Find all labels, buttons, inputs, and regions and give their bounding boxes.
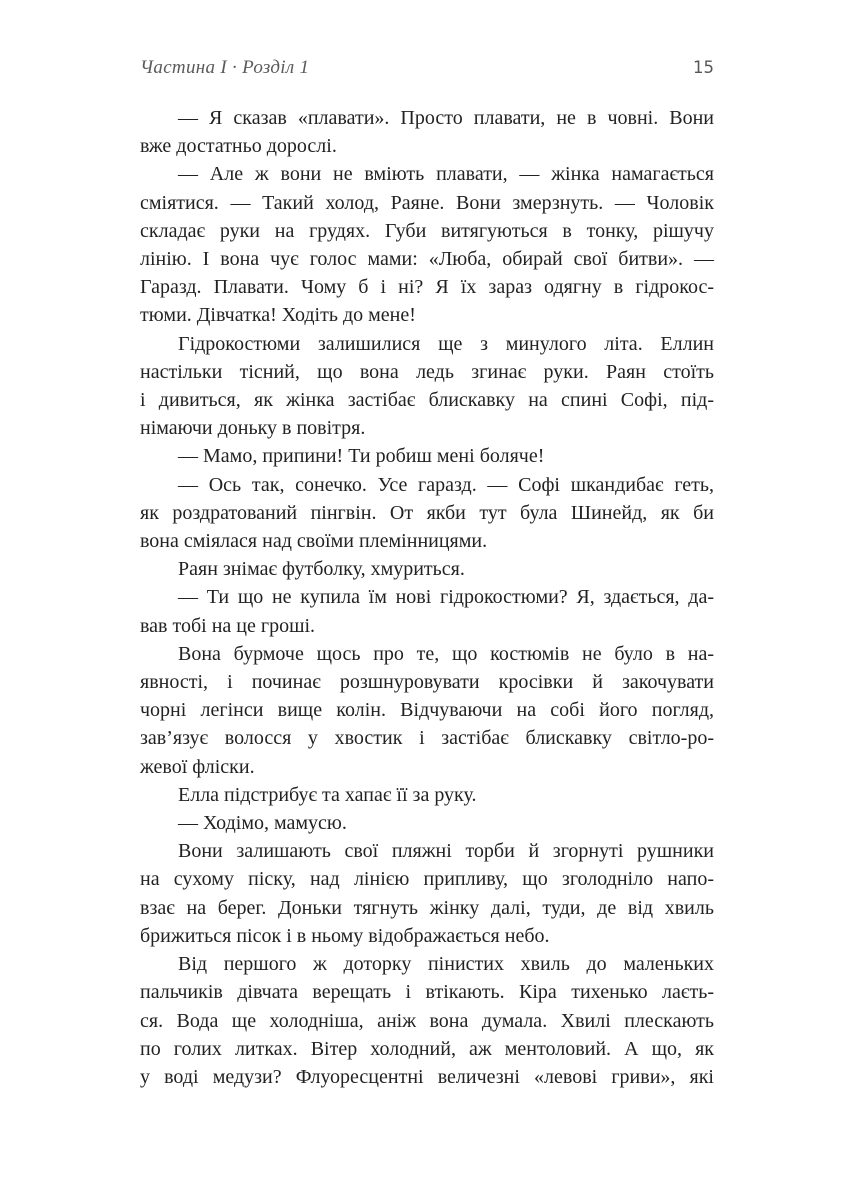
text-line: — Я сказав «плавати». Просто плавати, не в човні. Вони <box>178 107 714 129</box>
text-line: сміятися. — Такий холод, Раяне. Вони змерзнуть. — Чоловік <box>140 191 714 214</box>
text-line: пальчиків дівчата верещать і втікають. Кіра тихенько лаєть- <box>140 981 714 1004</box>
text-line: зав’язує волосся у хвостик і застібає блискавку світло-ро- <box>140 727 714 750</box>
paragraph <box>140 104 714 160</box>
paragraph <box>140 809 714 837</box>
paragraph <box>140 640 714 781</box>
text-line: тюми. Дівчатка! Ходіть до мене! <box>140 304 416 327</box>
text-line: — Мамо, припини! Ти робиш мені боляче! <box>178 445 545 468</box>
page-number: 15 <box>693 58 714 77</box>
paragraph <box>140 837 714 950</box>
text-line: Елла підстрибує та хапає її за руку. <box>178 783 477 806</box>
paragraph <box>140 442 714 470</box>
paragraph <box>140 160 714 329</box>
text-line: жевої фліски. <box>140 755 255 778</box>
running-title: Частина І · Розділ 1 <box>140 57 310 78</box>
text-line: Раян знімає футболку, хмуриться. <box>178 558 465 581</box>
running-header <box>140 57 714 83</box>
paragraph <box>140 950 714 1091</box>
paragraph <box>140 555 714 583</box>
text-line: німаючи доньку в повітря. <box>140 417 366 440</box>
text-line: як роздратований пінгвін. От якби тут була Шинейд, як би <box>140 501 714 524</box>
text-line: вона сміялася над своїми племінницями. <box>140 530 488 553</box>
text-line: явності, і починає розшнуровувати кросівки й закочувати <box>140 671 714 694</box>
paragraph <box>140 781 714 809</box>
text-line: — Ти що не купила їм нові гідрокостюми? Я, здається, да- <box>178 586 714 609</box>
text-line: на сухому піску, над лінією припливу, що зголодніло напо- <box>140 868 714 891</box>
text-line: Гаразд. Плавати. Чому б і ні? Я їх зараз одягну в гідрокос- <box>140 276 714 299</box>
text-line: і дивиться, як жінка застібає блискавку на спині Софі, під- <box>140 389 714 412</box>
text-line: Вона бурмоче щось про те, що костюмів не було в на- <box>178 642 714 665</box>
text-line: у воді медузи? Флуоресцентні величезні «левові гриви», які <box>140 1065 714 1088</box>
paragraph <box>140 583 714 639</box>
paragraph <box>140 471 714 556</box>
text-line: Гідрокостюми залишилися ще з минулого літа. Еллин <box>178 332 714 355</box>
text-line: — Ходімо, мамусю. <box>178 812 347 835</box>
text-line: взає на берег. Доньки тягнуть жінку далі, туди, де від хвиль <box>140 896 714 919</box>
text-line: настільки тісний, що вона ледь згинає руки. Раян стоїть <box>140 360 714 383</box>
text-line: по голих литках. Вітер холодний, аж ментоловий. А що, як <box>140 1037 714 1060</box>
text-line: лінію. І вона чує голос мами: «Люба, обирай свої битви». — <box>140 248 714 271</box>
text-line: складає руки на грудях. Губи витягуються в тонку, рішучу <box>140 219 714 242</box>
text-line: — Але ж вони не вміють плавати, — жінка намагається <box>178 163 714 186</box>
text-line: чорні легінси вище колін. Відчуваючи на собі його погляд, <box>140 699 714 722</box>
text-line: Від першого ж доторку пінистих хвиль до маленьких <box>178 953 714 976</box>
text-line: ся. Вода ще холодніша, аніж вона думала. Хвилі плескають <box>140 1009 714 1032</box>
text-line: Вони залишають свої пляжні торби й згорнуті рушники <box>178 840 714 863</box>
text-line: вав тобі на це гроші. <box>140 614 316 637</box>
paragraph <box>140 330 714 443</box>
text-line: — Ось так, сонечко. Усе гаразд. — Софі шкандибає геть, <box>178 473 714 496</box>
text-line: брижиться пісок і в ньому відображається небо. <box>140 924 550 947</box>
body-text <box>140 104 714 1091</box>
text-line: вже достатньо дорослі. <box>140 135 337 158</box>
